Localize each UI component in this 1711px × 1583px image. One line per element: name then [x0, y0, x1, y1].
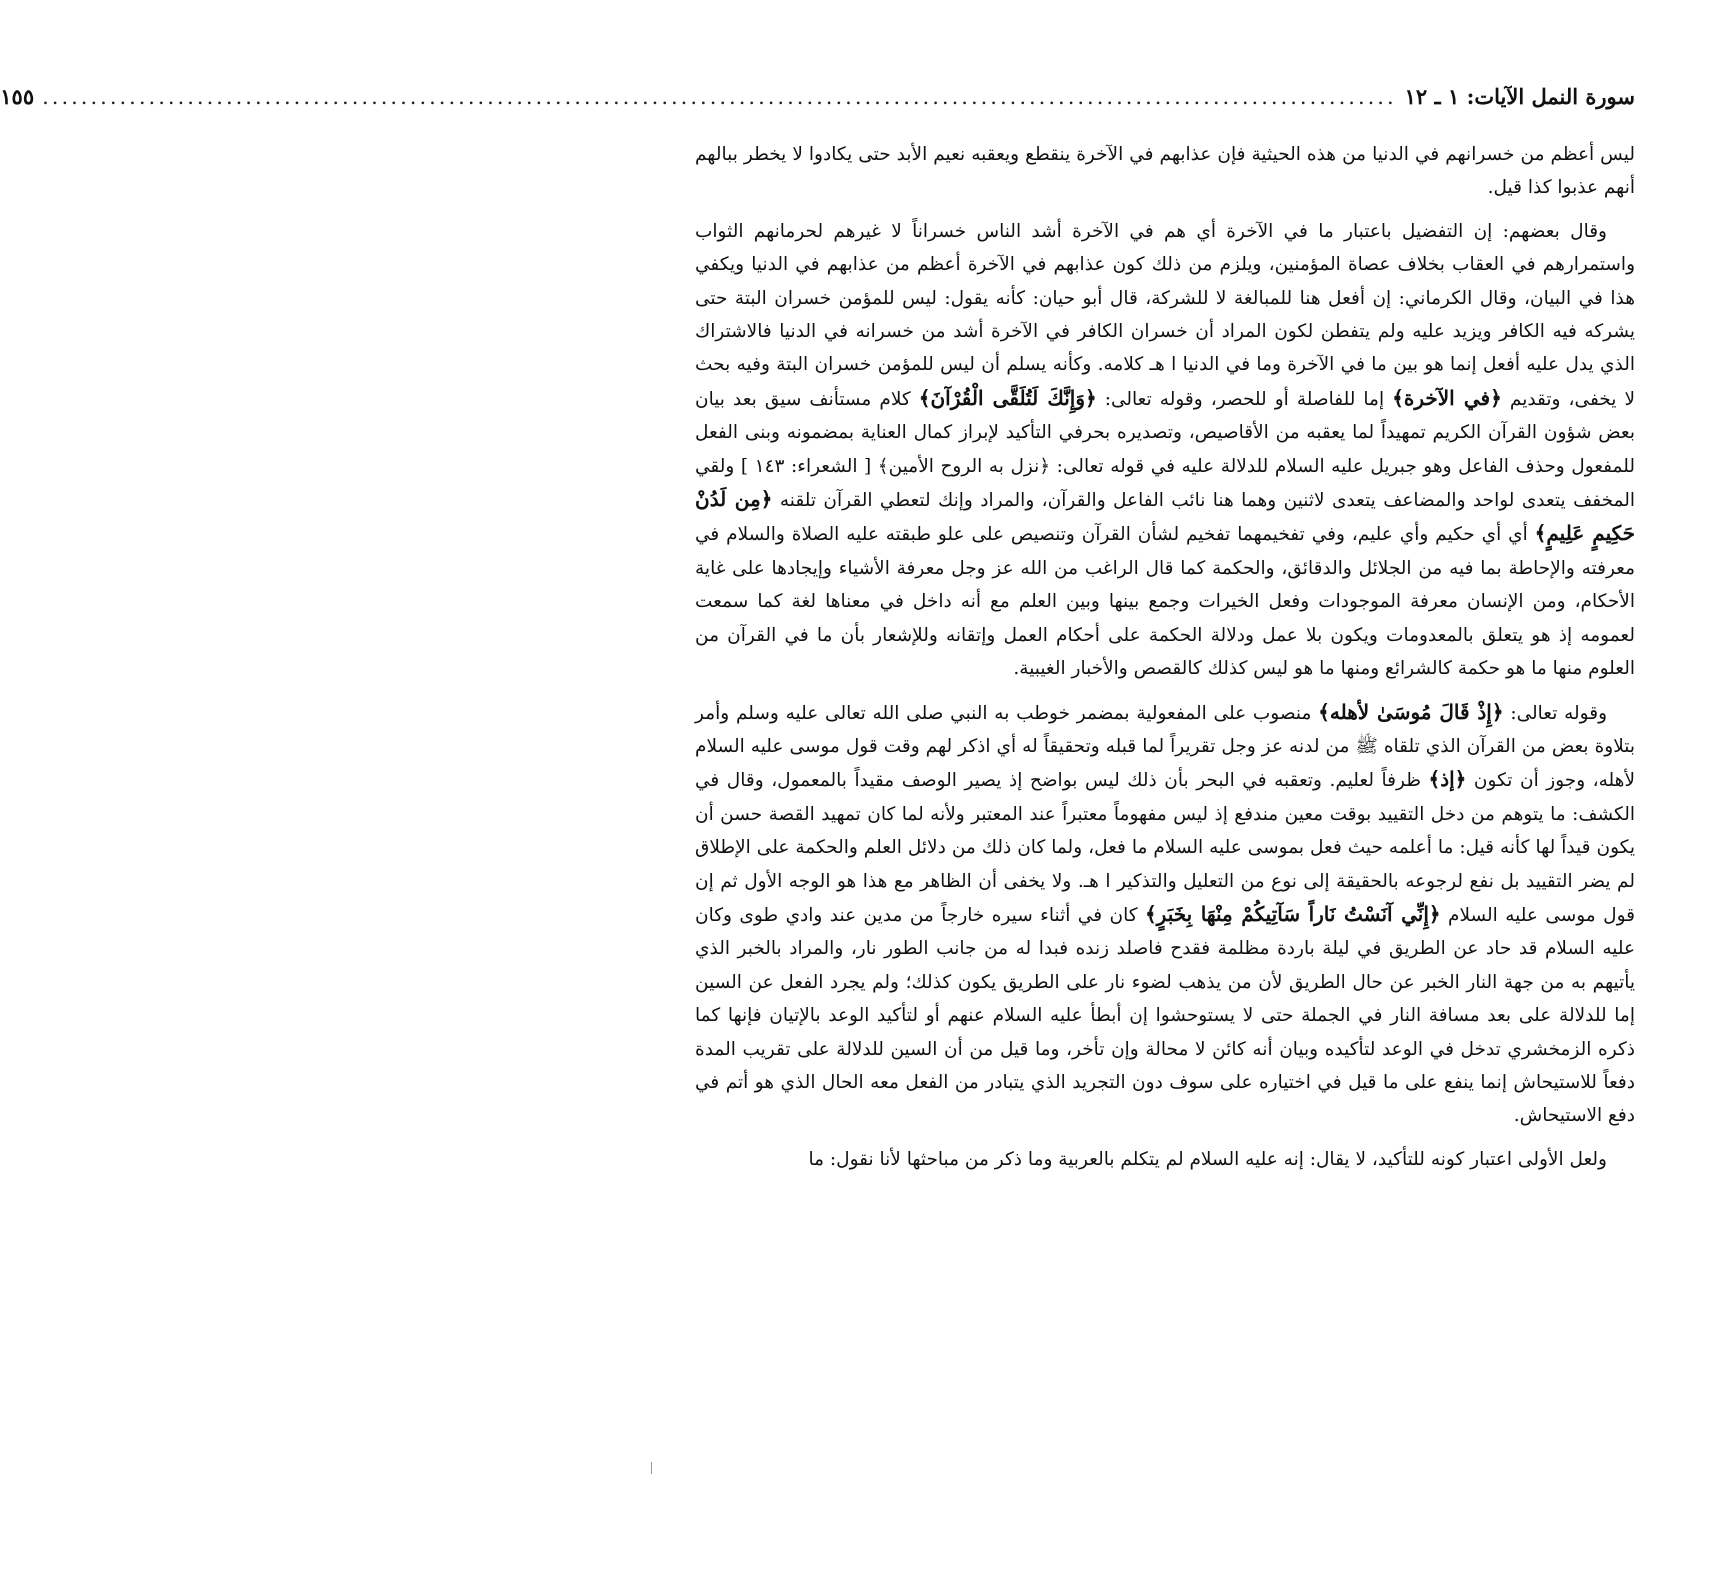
quran-verse: ﴿إِنِّي آنَسْتُ نَاراً سَآتِيكُمْ مِنْهَا بِخَبَرٍ﴾: [1144, 901, 1441, 926]
paragraph-2: [695, 215, 1635, 686]
paragraph-4: [695, 1143, 1635, 1176]
quran-verse: ﴿إِذْ قَالَ مُوسَىٰ لأهله﴾: [1318, 699, 1504, 724]
running-header: [0, 84, 1635, 118]
paragraph-text: ولعل الأولى اعتبار كونه للتأكيد، لا يقال: إنه عليه السلام لم يتكلم بالعربية وما ذكر من مباحثها لأنا نقول: ما: [808, 1148, 1607, 1170]
paragraph-text: إما للفاصلة أو للحصر، وقوله تعالى:: [1096, 388, 1393, 410]
paragraph-text: وقال بعضهم: إن التفضيل باعتبار ما في الآخرة أي هم في الآخرة أشد الناس خسراناً لا غيرهم لحرمانهم الثواب واستمرارهم في العقاب بخلاف عصاة المؤمنين، ويلزم من ذلك كون عذابهم في الآخرة أعظم من عذابهم في الدنيا ويكفي هذا في البيان، وقال الكرماني: إن أفعل هنا للمبالغة لا للشركة، قال أبو حيان: كأنه يقول: ليس للمؤمن خسران البتة حتى يشركه فيه الكافر ويزيد عليه ولم يتفطن لكون المراد أن خسران الكافر في الآخرة أشد من خسرانه في الدنيا فالاشتراك الذي يدل عليه أفعل إنما هو بين ما في الآخرة وما في الدنيا ا هـ كلامه. وكأنه يسلم أن ليس للمؤمن خسران البتة وفيه بحث لا يخفى، وتقديم: [695, 220, 1635, 410]
quran-verse: ﴿وَإِنَّكَ لَتُلَقَّى الْقُرْآنَ﴾: [918, 385, 1097, 410]
paragraph-text: كان في أثناء سيره خارجاً من مدين عند وادي طوى وكان عليه السلام قد حاد عن الطريق في ليلة باردة مظلمة فقدح فاصلد زنده فبدا له من جانب الطور نار، والمراد بالخبر الذي يأتيهم به من جهة النار الخبر عن حال الطريق لأن من يذهب لضوء نار على الطريق يكون كذلك؛ ولم يجرد الفعل عن السين إما للدلالة على بعد مسافة النار في الجملة حتى لا يستوحشوا إن أبطأ عليه السلام عنهم أو لتأكيد الوعد بالإتيان فإنها كما ذكره الزمخشري تدخل في الوعد لتأكيده وبيان أنه كائن لا محالة وإن تأخر، وما قيل من أن السين للدلالة على تقريب المدة دفعاً للاستيحاش إنما ينفع على ما قيل في اختياره على سوف دون التجريد الذي يتبادر من الفعل معه الحال الذي هو أتم في دفع الاستيحاش.: [695, 904, 1635, 1127]
paragraph-text: ظرفاً لعليم. وتعقبه في البحر بأن ذلك ليس بواضح إذ يصير الوصف مقيداً بالمعمول، وقال في الكشف: ما يتوهم من دخل التقييد بوقت معين مندفع إذ ليس مفهوماً معتبراً عند المعتبر ولأنه لما كان تمهيد القصة حسن أن يكون قيداً لها كأنه قيل: ما أعلمه حيث فعل بموسى عليه السلام ما فعل، ولما كان ذلك من دلائل العلم والحكمة على الإطلاق لم يضر التقييد بل نفع لرجوعه بالحقيقة إلى نوع من التعليل والتذكير ا هـ. ولا يخفى أن الظاهر مع هذا هو الوجه الأول ثم إن قول موسى عليه السلام: [695, 770, 1635, 926]
paragraph-text: وقوله تعالى:: [1503, 702, 1607, 724]
quran-verse: ﴿إذ﴾: [1428, 767, 1467, 792]
body-text: [695, 138, 1635, 1176]
paragraph-text: منصوب على المفعولية بمضمر خوطب به النبي صلى الله تعالى عليه وسلم وأمر بتلاوة بعض من القرآن الذي تلقاه ﷺ من لدنه عز وجل تقريراً لما قبله وتحقيقاً له أي اذكر لهم وقت قول موسى عليه السلام لأهله، وجوز أن تكون: [695, 702, 1635, 792]
header-leader-dots: ............................................................................................................................................: [42, 85, 1397, 109]
margin-mark: [651, 1462, 652, 1474]
paragraph-1: [695, 138, 1635, 205]
paragraph-text: ليس أعظم من خسرانهم في الدنيا من هذه الحيثية فإن عذابهم في الآخرة ينقطع ويعقبه نعيم الأبد حتى يكادوا لا يخطر ببالهم أنهم عذبوا كذا قيل.: [695, 144, 1635, 199]
book-page: [0, 84, 1636, 1186]
paragraph-3: [695, 696, 1635, 1133]
quran-verse: ﴿مِن لَدُنْ حَكِيمٍ عَلِيمٍ﴾: [695, 487, 1636, 546]
quran-verse: ﴿في الآخرة﴾: [1392, 385, 1502, 410]
paragraph-text: أي أي حكيم وأي عليم، وفي تفخيمهما تفخيم لشأن القرآن وتنصيص على علو طبقته عليه الصلاة والسلام في معرفته والإحاطة بما فيه من الجلائل والدقائق، والحكمة كما قال الراغب من الله عز وجل معرفة الأشياء وإيجادها على غاية الأحكام، ومن الإنسان معرفة الموجودات وفعل الخيرات وجمع بينها وبين العلم مع أنه داخل في معناها لغة كما سمعت لعمومه إذ هو يتعلق بالمعدومات ويكون بلا عمل ودلالة الحكمة على أحكام العمل وإتقانه وللإشعار بأن ما في القرآن من العلوم منها ما هو حكمة كالشرائع ومنها ما هو ليس كذلك كالقصص والأخبار الغيبية.: [695, 524, 1635, 680]
page-number: ١٥٥: [0, 84, 35, 109]
surah-title: سورة النمل الآيات: ١ ـ ١٢: [1404, 84, 1635, 109]
paragraph-text: كلام مستأنف سيق بعد بيان بعض شؤون القرآن الكريم تمهيداً لما يعقبه من الأقاصيص، وتصديره بحرفي التأكيد لإبراز كمال العناية بمضمونه وبنى الفعل للمفعول وحذف الفاعل وهو جبريل عليه السلام للدلالة عليه في قوله تعالى: ﴿نزل به الروح الأمين﴾ [ الشعراء: ١٤٣ ] ولقي المخفف يتعدى لواحد والمضاعف يتعدى لاثنين وهما هنا نائب الفاعل والقرآن، والمراد وإنك لتعطي القرآن تلقنه: [695, 388, 1635, 512]
